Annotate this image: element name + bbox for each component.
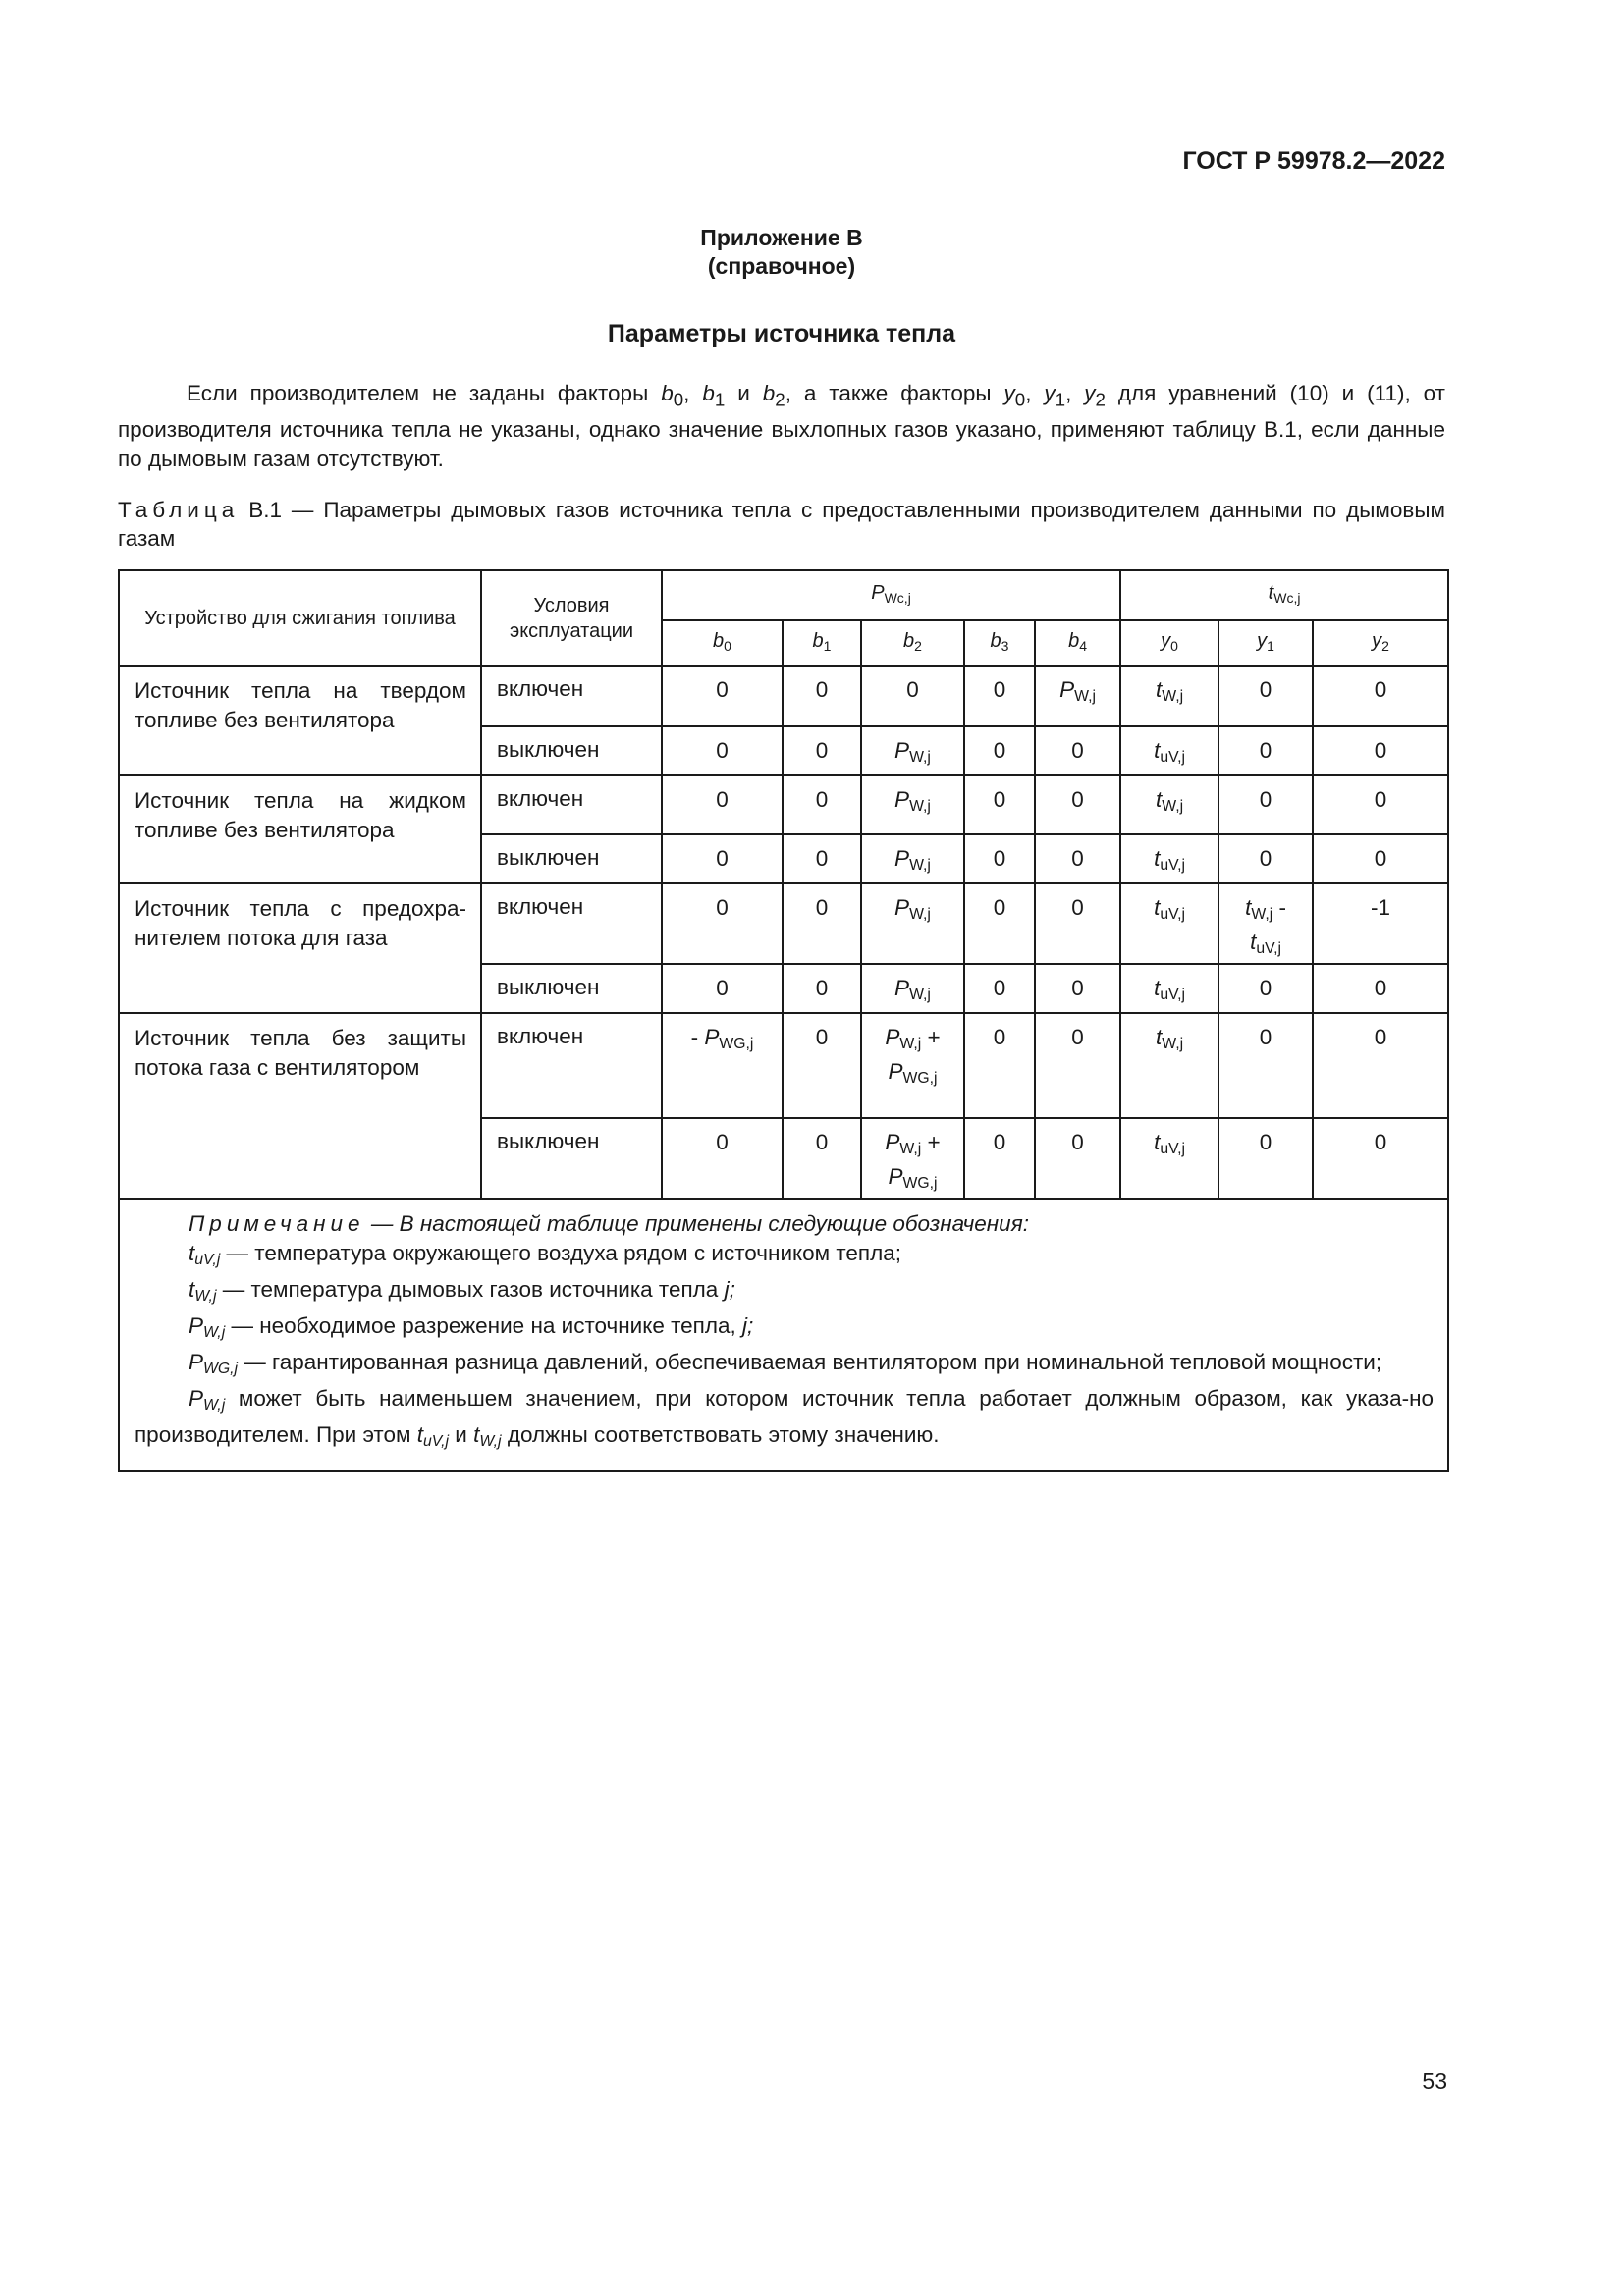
appendix-heading	[118, 224, 1445, 281]
condition-off: выключен	[481, 834, 662, 883]
cell-y0: $t_{W,j}$	[1120, 1013, 1218, 1118]
note-line-3: — необходимое разрежение на источнике тепла,	[231, 1313, 736, 1338]
header-twc: $t_{Wc,j}$	[1120, 570, 1448, 620]
cell-b3: 0	[964, 1118, 1035, 1199]
cell-b1: 0	[783, 834, 861, 883]
header-b0: $b_0$	[662, 620, 783, 666]
cell-y1: 0	[1218, 666, 1313, 726]
cell-b1: 0	[783, 666, 861, 726]
intro-text-2: , а также факторы	[785, 381, 992, 405]
header-y2: $y_2$	[1313, 620, 1448, 666]
cell-b2: $P_{W,j}$	[861, 726, 964, 775]
cell-y1: 0	[1218, 775, 1313, 834]
appendix-title: Приложение В	[700, 225, 863, 250]
note-intro: — В настоящей таблице применены следующие обозначения:	[370, 1211, 1029, 1236]
condition-off: выключен	[481, 1118, 662, 1199]
condition-off: выключен	[481, 964, 662, 1013]
condition-on: включен	[481, 775, 662, 834]
cell-b0: 0	[662, 775, 783, 834]
note-line-4: — гарантированная разница давлений, обеспечиваемая вентилятором при номинальной тепловой мощности;	[244, 1350, 1382, 1374]
cell-b2: $P_{W,j}$	[861, 775, 964, 834]
cell-y0: $t_{uV,j}$	[1120, 964, 1218, 1013]
cell-b4: 0	[1035, 775, 1120, 834]
cell-y0: $t_{uV,j}$	[1120, 1118, 1218, 1199]
condition-on: включен	[481, 1013, 662, 1118]
cell-b2: $P_{W,j}$	[861, 883, 964, 964]
appendix-subtitle: (справочное)	[707, 253, 856, 279]
table-row	[119, 666, 1448, 726]
cell-y2: 0	[1313, 1013, 1448, 1118]
condition-on: включен	[481, 666, 662, 726]
cell-y0: $t_{uV,j}$	[1120, 883, 1218, 964]
device-fan-no-protection: Источник тепла без защиты потока газа с вентилятором	[119, 1013, 481, 1199]
cell-y2: 0	[1313, 726, 1448, 775]
cell-b2: $P_{W,j}$ + $P_{WG,j}$	[861, 1118, 964, 1199]
cell-b3: 0	[964, 883, 1035, 964]
cell-b4: 0	[1035, 883, 1120, 964]
cell-b2: $P_{W,j}$ + $P_{WG,j}$	[861, 1013, 964, 1118]
cell-y0: $t_{uV,j}$	[1120, 726, 1218, 775]
cell-b0: 0	[662, 1118, 783, 1199]
table-caption-label: Таблица	[118, 498, 240, 522]
cell-y0: $t_{W,j}$	[1120, 775, 1218, 834]
cell-b1: 0	[783, 726, 861, 775]
note-label: Примечание	[189, 1211, 365, 1236]
cell-b0: 0	[662, 883, 783, 964]
header-b2: $b_2$	[861, 620, 964, 666]
header-conditions: Условия эксплуатации	[481, 570, 662, 666]
section-title: Параметры источника тепла	[607, 320, 956, 347]
cell-y1: 0	[1218, 726, 1313, 775]
intro-paragraph: Если производителем не заданы факторы $b_0$, $b_1$ и $b_2$, а также факторы $y_0$, $y_1$, $y_2$ для уравнений (10) и (11), от производителя источника тепла не указаны, однако значение выхлопных газов указано, применяют таблицу В.1, если данные по дымовым газам отсутствуют.	[118, 381, 1445, 471]
cell-y0: $t_{W,j}$	[1120, 666, 1218, 726]
cell-b4: $P_{W,j}$	[1035, 666, 1120, 726]
note-line-1: — температура окружающего воздуха рядом с источником тепла;	[226, 1241, 901, 1265]
cell-b4: 0	[1035, 1013, 1120, 1118]
intro-text-3: для уравнений (10) и (11), от производителя источника тепла не указаны, однако значение выхлопных газов указано, применяют таблицу В.1, если данные по дымовым газам отсутствуют.	[118, 381, 1445, 471]
cell-b0: 0	[662, 726, 783, 775]
document-code: ГОСТ Р 59978.2—2022	[1182, 147, 1445, 175]
header-b3: $b_3$	[964, 620, 1035, 666]
header-y0: $y_0$	[1120, 620, 1218, 666]
header-y1: $y_1$	[1218, 620, 1313, 666]
cell-y1: 0	[1218, 834, 1313, 883]
condition-off: выключен	[481, 726, 662, 775]
table-note: Примечание — В настоящей таблице применены следующие обозначения: $t_{uV,j}$ — температура окружающего воздуха рядом с источником тепла; $t_{W,j}$ — температура дымовых газов источника тепла j; $P_{W,j}$ — необходимое разрежение на источнике тепла, j; $P_{WG,j}$ — гарантированная разница давлений, обеспечиваемая вентилятором при номинальной тепловой мощности; $P_{W,j}$ может быть наименьшем значением, при котором источник тепла работает должным образом, как указа-но производителем. При этом $t_{uV,j}$ и $t_{W,j}$ должны соответствовать этому значению.	[119, 1199, 1448, 1471]
cell-y0: $t_{uV,j}$	[1120, 834, 1218, 883]
note-line-5a: может быть наименьшем значением, при котором источник тепла работает должным образом, как указа-но производителем. При этом	[135, 1386, 1435, 1447]
cell-y2: 0	[1313, 834, 1448, 883]
device-liquid-fuel: Источник тепла на жидком топливе без вентилятора	[119, 775, 481, 883]
cell-y2: 0	[1313, 666, 1448, 726]
cell-b1: 0	[783, 1013, 861, 1118]
condition-on: включен	[481, 883, 662, 964]
cell-b3: 0	[964, 726, 1035, 775]
table-row	[119, 883, 1448, 964]
cell-y1: $t_{W,j}$ - $t_{uV,j}$	[1218, 883, 1313, 964]
cell-b0: 0	[662, 834, 783, 883]
cell-y1: 0	[1218, 1118, 1313, 1199]
header-b4: $b_4$	[1035, 620, 1120, 666]
note-row	[119, 1199, 1448, 1471]
cell-y1: 0	[1218, 1013, 1313, 1118]
header-device: Устройство для сжигания топлива	[119, 570, 481, 666]
intro-and: и	[737, 381, 750, 405]
note-line-5c: должны соответствовать этому значению.	[507, 1422, 940, 1447]
note-line-2: — температура дымовых газов источника тепла	[222, 1277, 719, 1302]
cell-y2: 0	[1313, 964, 1448, 1013]
cell-b3: 0	[964, 666, 1035, 726]
cell-b3: 0	[964, 775, 1035, 834]
cell-b4: 0	[1035, 834, 1120, 883]
cell-b3: 0	[964, 834, 1035, 883]
header-b1: $b_1$	[783, 620, 861, 666]
cell-b2: 0	[861, 666, 964, 726]
header-pwc: $P_{Wc,j}$	[662, 570, 1120, 620]
cell-y1: 0	[1218, 964, 1313, 1013]
device-gas-flow-fuse: Источник тепла с предохра-нителем потока для газа	[119, 883, 481, 1013]
cell-b3: 0	[964, 964, 1035, 1013]
cell-b1: 0	[783, 1118, 861, 1199]
cell-b1: 0	[783, 883, 861, 964]
cell-b4: 0	[1035, 726, 1120, 775]
device-solid-fuel: Источник тепла на твердом топливе без вентилятора	[119, 666, 481, 775]
header-row-1	[119, 570, 1448, 620]
note-line-5b: и	[455, 1422, 467, 1447]
cell-b0: 0	[662, 666, 783, 726]
intro-text-1: Если производителем не заданы факторы	[187, 381, 649, 405]
cell-b2: $P_{W,j}$	[861, 964, 964, 1013]
cell-y2: -1	[1313, 883, 1448, 964]
table-caption-text: В.1 — Параметры дымовых газов источника тепла с предоставленными производителем данными по дымовым газам	[118, 498, 1445, 551]
table-caption	[118, 496, 1445, 553]
cell-y2: 0	[1313, 1118, 1448, 1199]
cell-b4: 0	[1035, 1118, 1120, 1199]
table-row	[119, 1013, 1448, 1118]
cell-b4: 0	[1035, 964, 1120, 1013]
cell-b0: 0	[662, 964, 783, 1013]
cell-b3: 0	[964, 1013, 1035, 1118]
cell-b0: - $P_{WG,j}$	[662, 1013, 783, 1118]
cell-b1: 0	[783, 775, 861, 834]
page-number: 53	[1422, 2068, 1447, 2094]
cell-b2: $P_{W,j}$	[861, 834, 964, 883]
cell-b1: 0	[783, 964, 861, 1013]
flue-gas-table	[118, 569, 1449, 1472]
table-row	[119, 775, 1448, 834]
cell-y2: 0	[1313, 775, 1448, 834]
